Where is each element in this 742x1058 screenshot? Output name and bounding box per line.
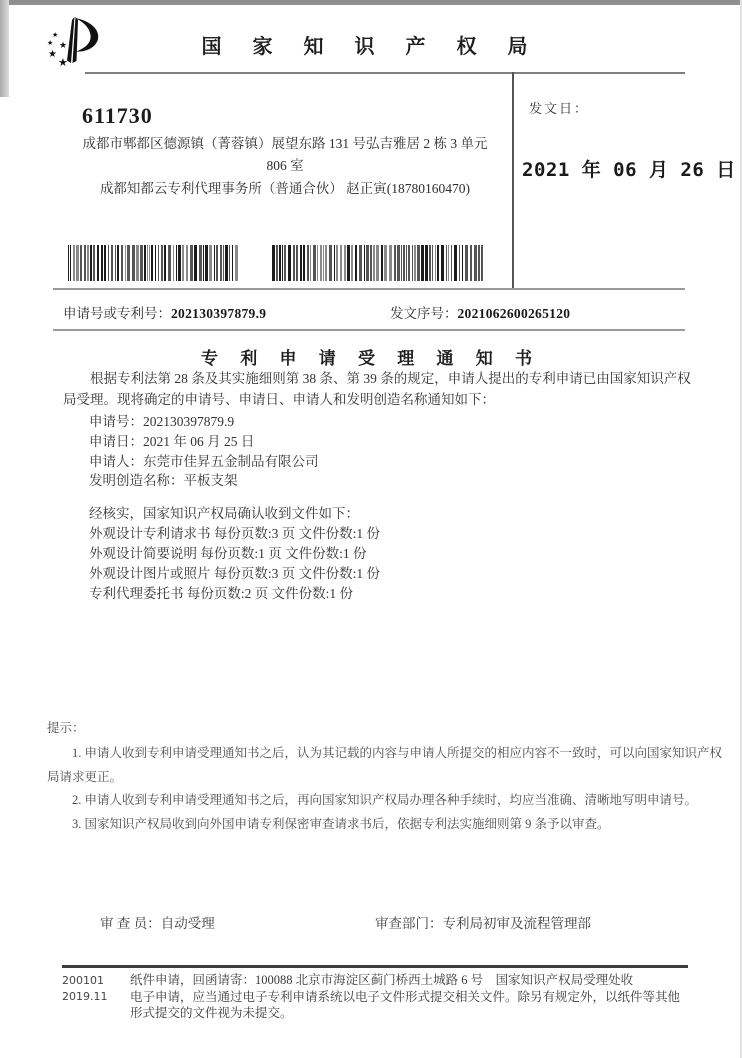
examiner-field	[100, 912, 215, 932]
svg-text:★: ★	[52, 31, 59, 39]
footer-rule	[62, 965, 688, 968]
dispatch-date-value: 2021 年 06 月 26 日	[522, 159, 736, 181]
serial-number-field	[390, 302, 570, 322]
application-number-field	[63, 302, 266, 322]
svg-text:★: ★	[59, 41, 68, 51]
application-number-value: 202130397879.9	[171, 306, 267, 321]
footer-form-codes	[62, 973, 108, 1005]
field-application-date: 申请日：2021 年 06 月 25 日	[89, 433, 255, 449]
recipient-agent-line: 成都知都云专利代理事务所（普通合伙） 赵正寅(18780160470)	[99, 181, 471, 196]
application-number-label: 申请号或专利号：	[63, 306, 171, 321]
header-rule	[85, 72, 685, 74]
rule-below-barcodes	[53, 288, 685, 290]
svg-text:★: ★	[48, 49, 57, 60]
document-item: 外观设计专利请求书 每份页数:3 页 文件份数:1 份	[89, 526, 381, 541]
department-label: 审查部门：	[375, 916, 443, 931]
received-documents	[89, 504, 380, 604]
barcode-left	[68, 245, 240, 281]
field-invention-name: 发明创造名称：平板支架	[89, 473, 238, 489]
dispatch-date-label: 发文日：	[529, 101, 590, 116]
scan-edge-top	[0, 0, 742, 5]
notice-title: 专 利 申 请 受 理 通 知 书	[201, 349, 541, 368]
recipient-address	[55, 133, 515, 177]
document-item: 外观设计图片或照片 每份页数:3 页 文件份数:1 份	[89, 566, 381, 581]
document-item: 外观设计简要说明 每份页数:1 页 文件份数:1 份	[89, 546, 367, 561]
footer-line-paper: 纸件申请，回函请寄：100088 北京市海淀区蓟门桥西土城路 6 号 国家知识产权局受理处收	[130, 973, 634, 987]
tip-item-1: 1. 申请人收到专利申请受理通知书之后，认为其记载的内容与申请人所提交的相应内容不一致时，可以向国家知识产权局请求更正。	[47, 746, 723, 784]
department-field	[375, 912, 591, 932]
recipient-address-line2: 806 室	[266, 158, 304, 173]
tips-label: 提示：	[47, 721, 85, 735]
footer-instructions	[130, 972, 692, 1022]
footer-line-electronic: 电子申请，应当通过电子专利申请系统以电子文件形式提交相关文件。除另有规定外，以纸件等其他形式提交的文件视为未提交。	[130, 989, 681, 1020]
tips-section	[47, 718, 722, 836]
examiner-value: 自动受理	[160, 916, 215, 931]
recipient-address-line1: 成都市郫都区德源镇（菁蓉镇）展望东路 131 号弘吉雅居 2 栋 3 单元	[82, 136, 488, 151]
svg-text:★: ★	[47, 39, 54, 47]
department-value: 专利局初审及流程管理部	[442, 916, 591, 931]
agency-title: 国 家 知 识 产 权 局	[201, 36, 541, 58]
recipient-postal-code: 611730	[82, 103, 153, 128]
footer-code-2: 2019.11	[62, 990, 108, 1003]
notice-intro: 根据专利法第 28 条及其实施细则第 38 条、第 39 条的规定，申请人提出的专利申请已由国家知识产权局受理。现将确定的申请号、申请日、申请人和发明创造名称通知如下：	[63, 371, 691, 407]
field-application-number: 申请号：202130397879.9	[89, 414, 235, 429]
tip-item-3: 3. 国家知识产权局收到向外国申请专利保密审查请求书后，依据专利法实施细则第 9 条予以审查。	[72, 816, 610, 831]
barcode-right	[272, 245, 484, 281]
serial-number-label: 发文序号：	[390, 306, 458, 321]
received-intro: 经核实，国家知识产权局确认收到文件如下：	[89, 506, 359, 521]
tip-item-2: 2. 申请人收到专利申请受理通知书之后，再向国家知识产权局办理各种手续时，均应当准确、清晰地写明申请号。	[72, 793, 698, 807]
examiner-label: 审 查 员：	[100, 916, 161, 931]
document-item: 专利代理委托书 每份页数:2 页 文件份数:1 份	[89, 586, 354, 601]
field-applicant: 申请人：东莞市佳昇五金制品有限公司	[89, 453, 319, 469]
serial-number-value: 2021062600265120	[457, 306, 571, 321]
svg-text:★: ★	[58, 56, 68, 69]
application-fields	[89, 412, 319, 491]
rule-above-title	[53, 329, 685, 331]
footer-code-1: 200101	[62, 974, 104, 987]
